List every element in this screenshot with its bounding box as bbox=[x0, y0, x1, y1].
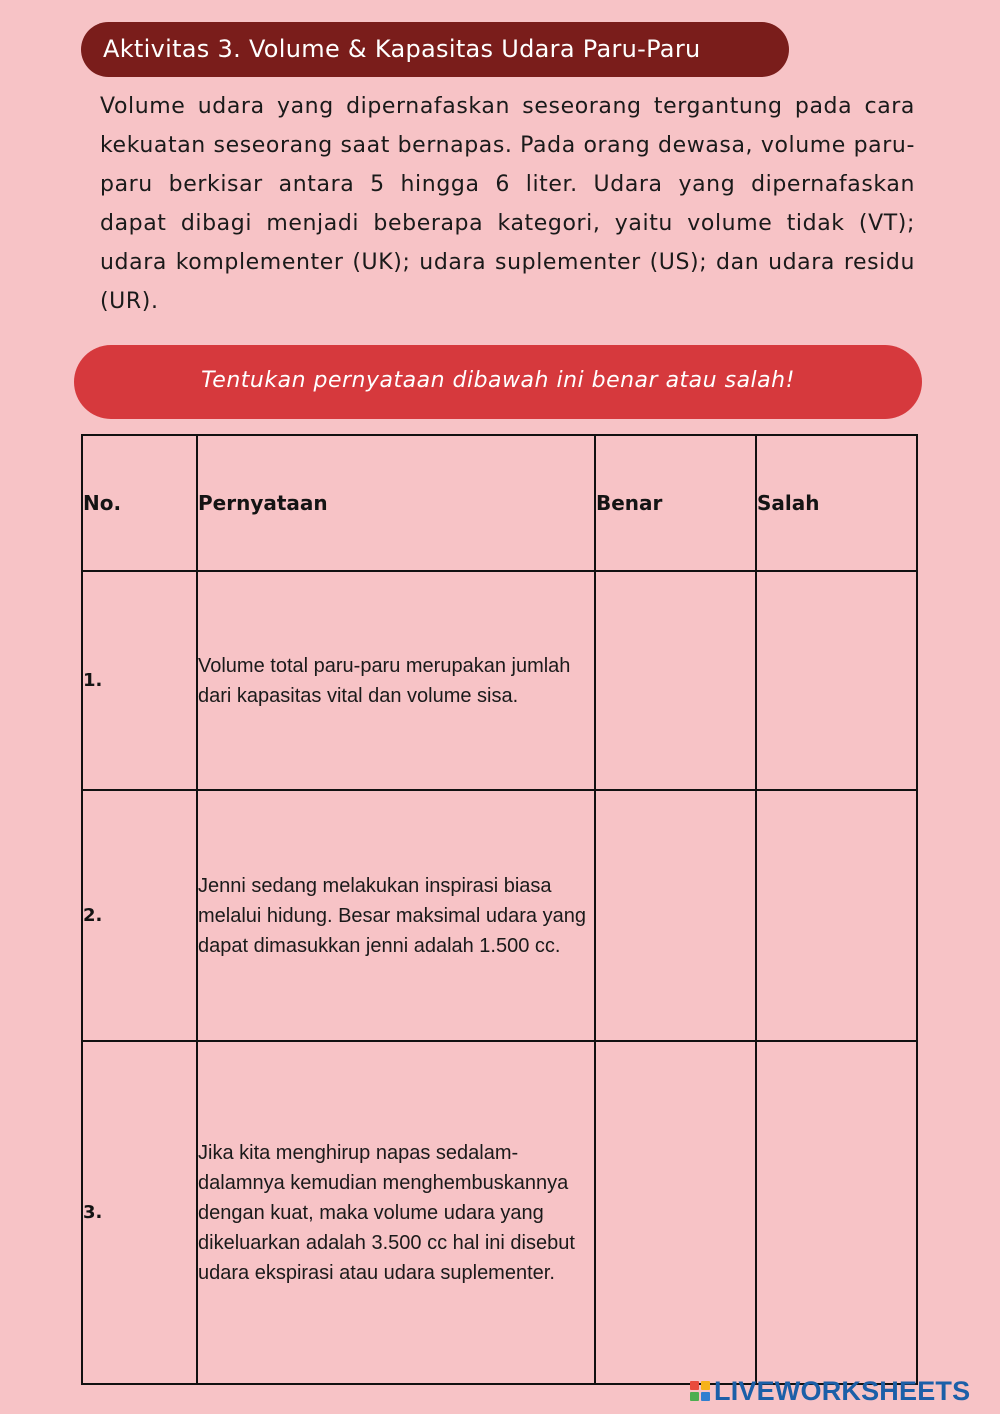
table-header-row bbox=[82, 435, 917, 571]
header-statement: Pernyataan bbox=[197, 435, 595, 571]
instruction-banner: Tentukan pernyataan dibawah ini benar atau salah! bbox=[74, 345, 922, 419]
activity-title: Aktivitas 3. Volume & Kapasitas Udara Paru-Paru bbox=[81, 22, 789, 77]
logo-square-icon bbox=[690, 1392, 699, 1401]
answer-false-cell[interactable] bbox=[756, 790, 917, 1041]
logo-icon bbox=[690, 1381, 710, 1401]
logo-square-icon bbox=[701, 1381, 710, 1390]
row-number: 2. bbox=[82, 790, 197, 1041]
true-false-table bbox=[81, 434, 918, 1385]
row-number: 1. bbox=[82, 571, 197, 790]
liveworksheets-logo bbox=[690, 1374, 970, 1408]
answer-false-cell[interactable] bbox=[756, 1041, 917, 1384]
row-statement: Jenni sedang melakukan inspirasi biasa melalui hidung. Besar maksimal udara yang dapat dimasukkan jenni adalah 1.500 cc. bbox=[197, 790, 595, 1041]
logo-square-icon bbox=[690, 1381, 699, 1390]
answer-true-cell[interactable] bbox=[595, 1041, 756, 1384]
header-false: Salah bbox=[756, 435, 917, 571]
answer-true-cell[interactable] bbox=[595, 571, 756, 790]
table-row bbox=[82, 790, 917, 1041]
table-row bbox=[82, 571, 917, 790]
row-number: 3. bbox=[82, 1041, 197, 1384]
header-true: Benar bbox=[595, 435, 756, 571]
row-statement: Volume total paru-paru merupakan jumlah dari kapasitas vital dan volume sisa. bbox=[197, 571, 595, 790]
logo-square-icon bbox=[701, 1392, 710, 1401]
intro-paragraph: Volume udara yang dipernafaskan seseorang tergantung pada cara kekuatan seseorang saat bernapas. Pada orang dewasa, volume paru-paru berkisar antara 5 hingga 6 liter. Udara yang dipernafaskan dapat dibagi menjadi beberapa kategori, yaitu volume tidak (VT); udara komplementer (UK); udara suplementer (US); dan udara residu (UR). bbox=[100, 94, 915, 314]
header-number: No. bbox=[82, 435, 197, 571]
answer-true-cell[interactable] bbox=[595, 790, 756, 1041]
row-statement: Jika kita menghirup napas sedalam-dalamnya kemudian menghembuskannya dengan kuat, maka volume udara yang dikeluarkan adalah 3.500 cc hal ini disebut udara ekspirasi atau udara suplementer. bbox=[197, 1041, 595, 1384]
table-row bbox=[82, 1041, 917, 1384]
answer-false-cell[interactable] bbox=[756, 571, 917, 790]
logo-wordmark: LIVEWORKSHEETS bbox=[714, 1375, 971, 1406]
